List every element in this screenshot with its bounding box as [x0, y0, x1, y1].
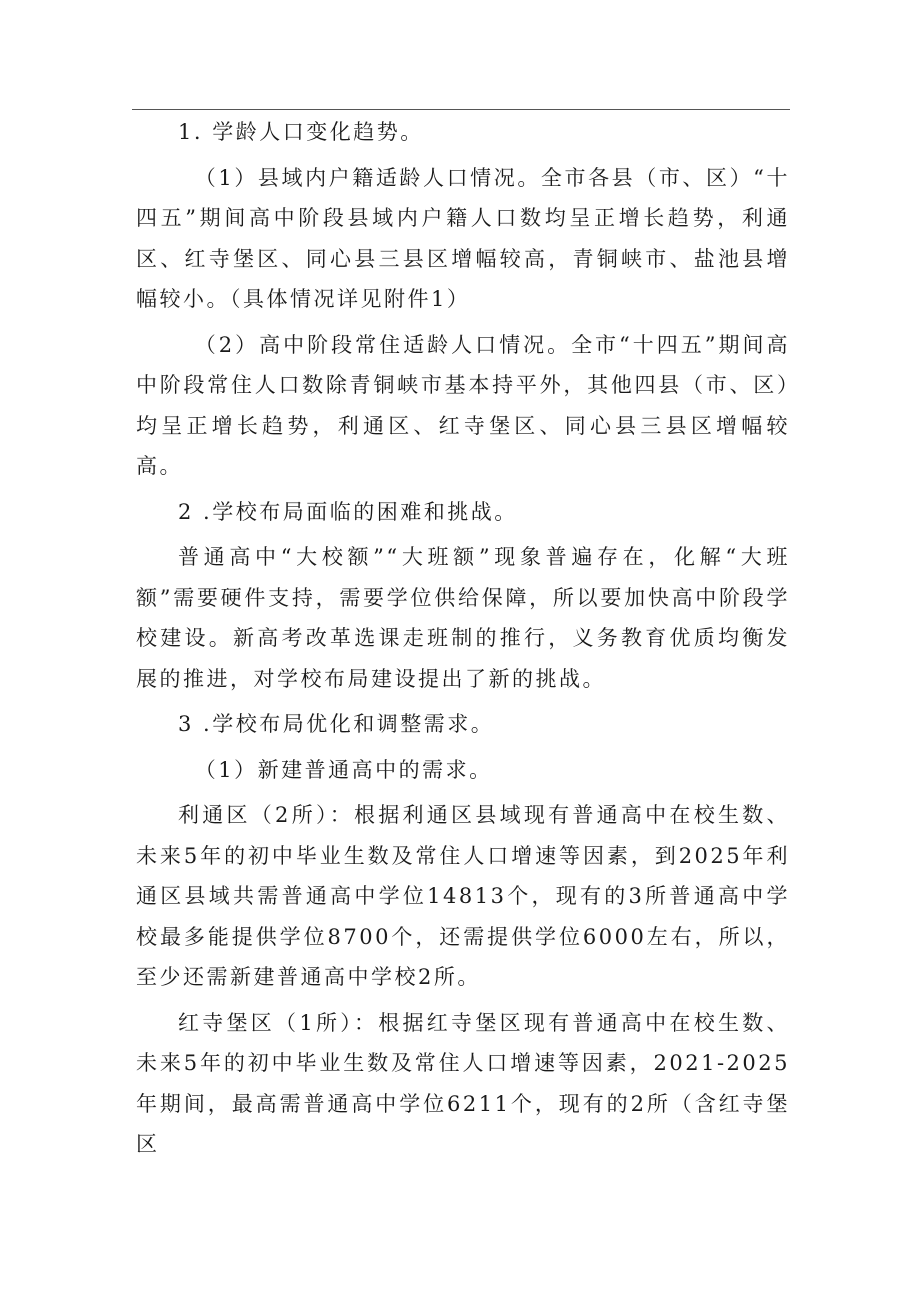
- subheading-new-high-schools: （1）新建普通高中的需求。: [194, 757, 493, 782]
- paragraph-resident-population: （2）高中阶段常住适龄人口情况。全市“十四五”期间高中阶段常住人口数除青铜峡市基本持平外，其他四县（市、区）均呈正增长趋势，利通区、红寺堡区、同心县三县区增幅较高。: [136, 332, 790, 478]
- paragraph-challenges: 普通高中“大校额”“大班额”现象普遍存在，化解“大班额”需要硬件支持，需要学位供给保障，所以要加快高中阶段学校建设。新高考改革选课走班制的推行，义务教育优质均衡发展的推进，对学校布局建设提出了新的挑战。: [136, 545, 790, 691]
- paragraph-hongsibu-district: 红寺堡区（1所）：根据红寺堡区现有普通高中在校生数、未来5年的初中毕业生数及常住人口增速等因素，2021-2025年期间，最高需普通高中学位6211个，现有的2所（含红寺堡区: [136, 1010, 790, 1156]
- header-rule: [132, 109, 790, 110]
- heading-3-adjustment-needs: 3 .学校布局优化和调整需求。: [178, 712, 495, 736]
- document-body: [136, 112, 790, 1170]
- paragraph-litong-district: 利通区（2所）：根据利通区县域现有普通高中在校生数、未来5年的初中毕业生数及常住人口增速等因素，到2025年利通区县域共需普通高中学位14813个，现有的3所普通高中学校最多能提供学位8700个，还需提供学位6000左右，所以，至少还需新建普通高中学校2所。: [136, 803, 790, 989]
- paragraph-household-population: （1）县域内户籍适龄人口情况。全市各县（市、区）“十四五”期间高中阶段县域内户籍人口数均呈正增长趋势，利通区、红寺堡区、同心县三县区增幅较高，青铜峡市、盐池县增幅较小。（具体情况详见附件1）: [136, 165, 790, 311]
- heading-1-population-trend: 1. 学龄人口变化趋势。: [178, 120, 424, 144]
- heading-2-difficulties: 2 .学校布局面临的困难和挑战。: [178, 499, 518, 524]
